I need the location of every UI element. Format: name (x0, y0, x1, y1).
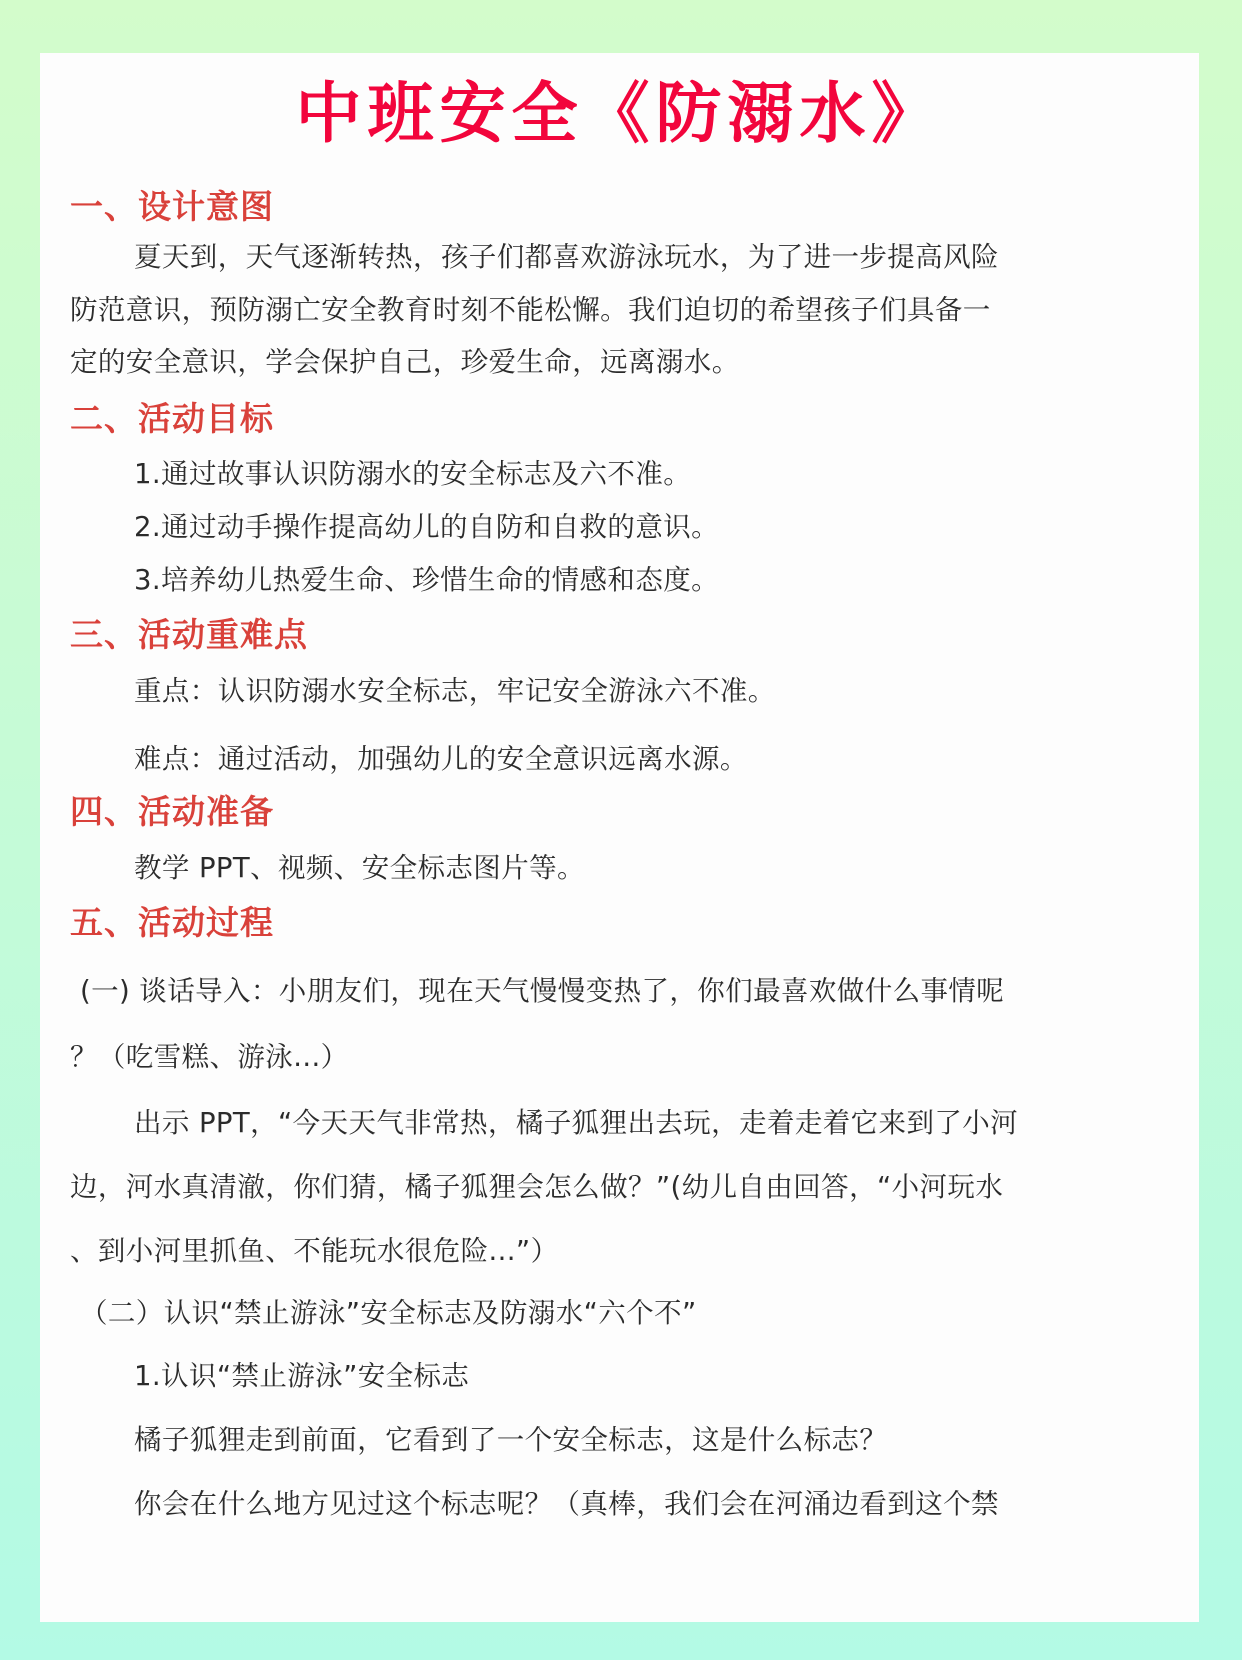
paragraph-line: 定的安全意识，学会保护自己，珍爱生命，远离溺水。 (70, 346, 740, 378)
section-heading-key-points: 三、活动重难点 (70, 615, 308, 654)
process-line: 边，河水真清澈，你们猜，橘子狐狸会怎么做？”(幼儿自由回答，“小河玩水 (70, 1171, 1004, 1203)
document-card (40, 53, 1199, 1622)
key-point: 重点：认识防溺水安全标志，牢记安全游泳六不准。 (134, 675, 776, 707)
paragraph-line: 夏天到，天气逐渐转热，孩子们都喜欢游泳玩水，为了进一步提高风险 (134, 241, 999, 273)
process-line: ？（吃雪糕、游泳...） (70, 1041, 349, 1073)
goal-item: 2.通过动手操作提高幼儿的自防和自救的意识。 (134, 511, 720, 543)
process-line: 你会在什么地方见过这个标志呢？（真棒，我们会在河涌边看到这个禁 (134, 1488, 999, 1520)
goal-item: 3.培养幼儿热爱生命、珍惜生命的情感和态度。 (134, 564, 720, 596)
paragraph-line: 防范意识，预防溺亡安全教育时刻不能松懈。我们迫切的希望孩子们具备一 (70, 294, 991, 326)
process-line: (一) 谈话导入：小朋友们，现在天气慢慢变热了，你们最喜欢做什么事情呢 (80, 975, 1005, 1007)
goal-item: 1.通过故事认识防溺水的安全标志及六不准。 (134, 458, 692, 490)
process-line: 、到小河里抓鱼、不能玩水很危险...”） (70, 1235, 559, 1267)
subsection-heading: （二）认识“禁止游泳”安全标志及防溺水“六个不” (80, 1297, 697, 1329)
section-heading-activity-goals: 二、活动目标 (70, 399, 274, 438)
document-title: 中班安全《防溺水》 (295, 75, 944, 152)
preparation-text: 教学 PPT、视频、安全标志图片等。 (134, 852, 585, 884)
difficult-point: 难点：通过活动，加强幼儿的安全意识远离水源。 (134, 743, 748, 775)
section-heading-activity-process: 五、活动过程 (70, 903, 274, 942)
process-line: 1.认识“禁止游泳”安全标志 (134, 1360, 470, 1392)
section-heading-preparation: 四、活动准备 (70, 792, 274, 831)
section-heading-design-intent: 一、设计意图 (70, 187, 274, 226)
process-line: 出示 PPT，“今天天气非常热，橘子狐狸出去玩，走着走着它来到了小河 (134, 1107, 1019, 1139)
process-line: 橘子狐狸走到前面，它看到了一个安全标志，这是什么标志？ (134, 1424, 888, 1456)
